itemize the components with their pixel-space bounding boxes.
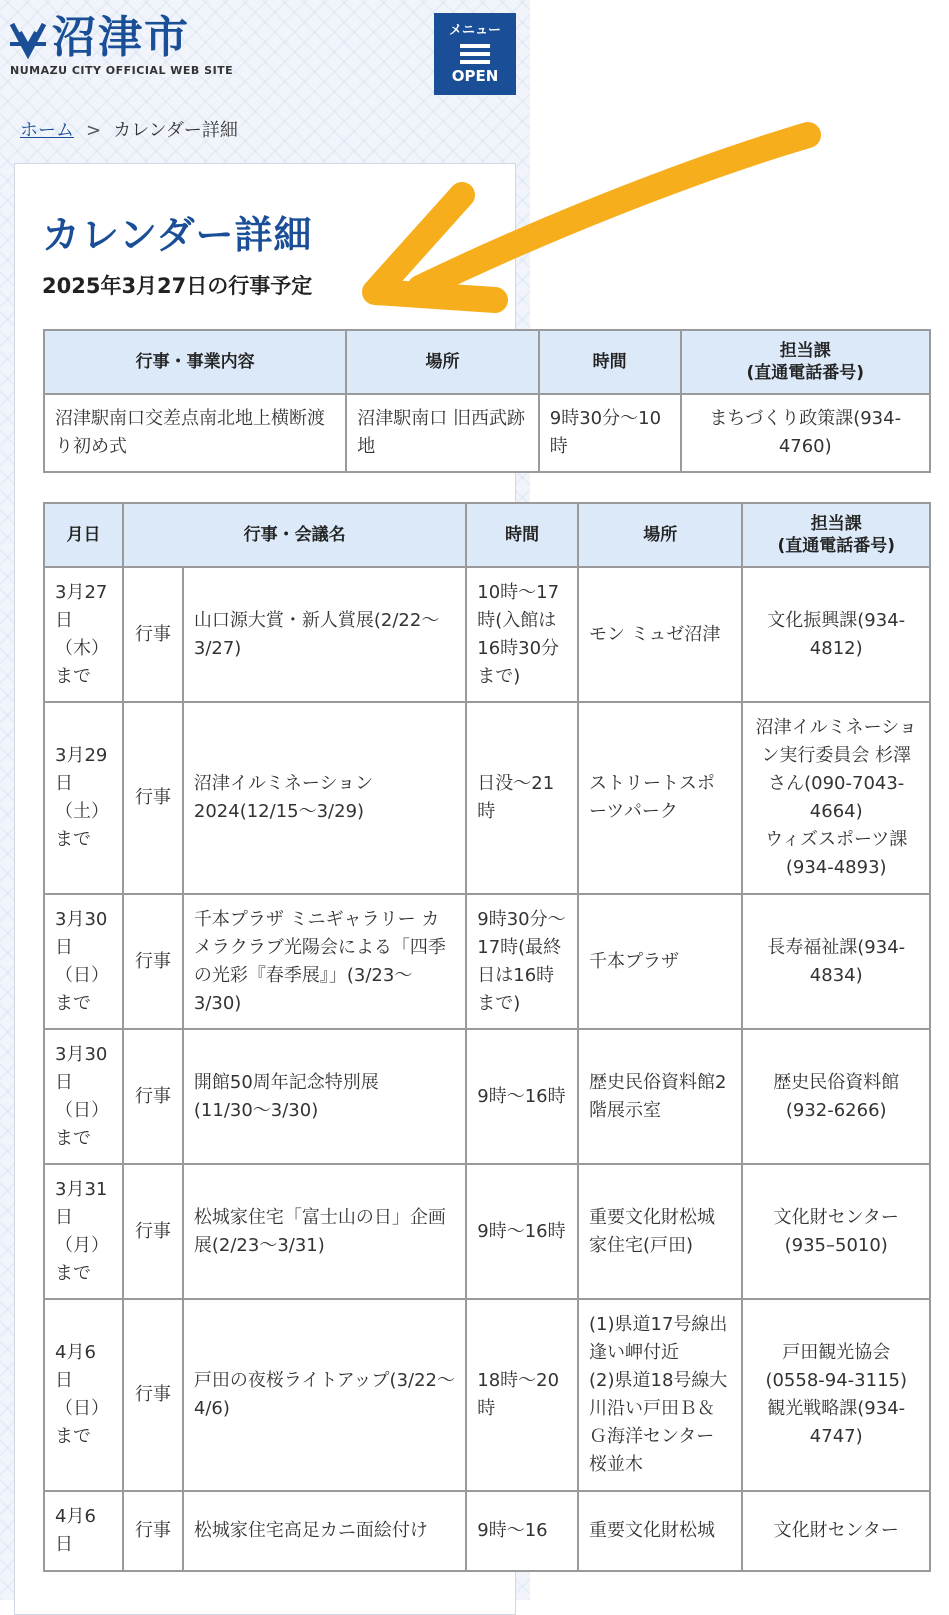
- date-cell: 3月29日 （土） まで: [44, 702, 123, 894]
- event-content-cell: 沼津駅南口交差点南北地上横断渡り初め式: [44, 394, 346, 472]
- type-cell: 行事: [123, 894, 183, 1029]
- event-name-cell: 松城家住宅高足カニ面絵付け: [183, 1491, 466, 1571]
- breadcrumb-home-link[interactable]: ホーム: [20, 120, 74, 141]
- department-cell: 文化財センター(935–5010): [742, 1164, 930, 1299]
- table-row: [44, 702, 930, 894]
- menu-open-label: OPEN: [451, 67, 499, 85]
- location-cell: モン ミュゼ沼津: [578, 567, 742, 702]
- department-cell: 文化振興課(934-4812): [742, 567, 930, 702]
- department-cell: 歴史民俗資料館(932-6266): [742, 1029, 930, 1164]
- location-cell: ストリートスポーツパーク: [578, 702, 742, 894]
- type-cell: 行事: [123, 567, 183, 702]
- time-cell: 日没〜21時: [466, 702, 578, 894]
- time-cell: 9時30分〜17時(最終日は16時まで): [466, 894, 578, 1029]
- column-header: 時間: [466, 503, 578, 567]
- menu-open-button[interactable]: [434, 13, 516, 95]
- location-cell: 重要文化財松城家住宅(戸田): [578, 1164, 742, 1299]
- location-cell: 千本プラザ: [578, 894, 742, 1029]
- table-header-row: [44, 330, 930, 394]
- column-header: 場所: [578, 503, 742, 567]
- column-header: 行事・会議名: [123, 503, 466, 567]
- department-cell: 文化財センター: [742, 1491, 930, 1571]
- location-cell: 歴史民俗資料館2階展示室: [578, 1029, 742, 1164]
- date-cell: 3月30日 （日） まで: [44, 894, 123, 1029]
- column-header: 行事・事業内容: [44, 330, 346, 394]
- column-header: 担当課 (直通電話番号): [681, 330, 931, 394]
- column-header: 担当課 (直通電話番号): [742, 503, 930, 567]
- breadcrumb-separator: >: [86, 120, 102, 141]
- table-row: [44, 1029, 930, 1164]
- column-header: 時間: [539, 330, 681, 394]
- site-logo-subtitle: NUMAZU CITY OFFICIAL WEB SITE: [10, 64, 234, 77]
- site-header: [0, 0, 530, 110]
- location-cell: 重要文化財松城: [578, 1491, 742, 1571]
- hamburger-icon: [460, 44, 490, 64]
- department-cell: 沼津イルミネーション実行委員会 杉澤さん(090-7043-4664) ウィズスポーツ課(934-4893): [742, 702, 930, 894]
- date-cell: 3月31日 （月） まで: [44, 1164, 123, 1299]
- event-name-cell: 千本プラザ ミニギャラリー カメラクラブ光陽会による「四季の光彩『春季展』」(3/23〜3/30): [183, 894, 466, 1029]
- department-cell: 長寿福祉課(934-4834): [742, 894, 930, 1029]
- date-cell: 4月6日 （日） まで: [44, 1299, 123, 1491]
- site-logo[interactable]: 沼津市: [52, 12, 190, 63]
- breadcrumb: [20, 116, 238, 142]
- table-header-row: [44, 503, 930, 567]
- time-cell: 10時〜17時(入館は16時30分まで): [466, 567, 578, 702]
- column-header: 場所: [346, 330, 539, 394]
- department-cell: 戸田観光協会(0558-94-3115) 観光戦略課(934-4747): [742, 1299, 930, 1491]
- date-cell: 3月30日 （日） まで: [44, 1029, 123, 1164]
- event-name-cell: 開館50周年記念特別展(11/30〜3/30): [183, 1029, 466, 1164]
- breadcrumb-current: カレンダー詳細: [113, 120, 238, 141]
- event-name-cell: 戸田の夜桜ライトアップ(3/22〜4/6): [183, 1299, 466, 1491]
- time-cell: 9時〜16: [466, 1491, 578, 1571]
- event-name-cell: 山口源大賞・新人賞展(2/22〜3/27): [183, 567, 466, 702]
- department-cell: まちづくり政策課(934-4760): [681, 394, 931, 472]
- event-name-cell: 沼津イルミネーション2024(12/15〜3/29): [183, 702, 466, 894]
- table-row: [44, 1299, 930, 1491]
- page-title: カレンダー詳細: [42, 213, 313, 257]
- page-subtitle: 2025年3月27日の行事予定: [42, 274, 313, 298]
- time-cell: 9時30分〜10時: [539, 394, 681, 472]
- column-header: 月日: [44, 503, 123, 567]
- event-name-cell: 松城家住宅「富士山の日」企画展(2/23〜3/31): [183, 1164, 466, 1299]
- time-cell: 9時〜16時: [466, 1029, 578, 1164]
- time-cell: 18時〜20時: [466, 1299, 578, 1491]
- type-cell: 行事: [123, 1491, 183, 1571]
- menu-label: メニュー: [448, 23, 501, 38]
- table-row: [44, 394, 930, 472]
- type-cell: 行事: [123, 1164, 183, 1299]
- type-cell: 行事: [123, 702, 183, 894]
- event-schedule-table: [43, 502, 931, 1572]
- location-cell: (1)県道17号線出逢い岬付近 (2)県道18号線大川沿い戸田Ｂ＆Ｇ海洋センター桜並木: [578, 1299, 742, 1491]
- table-row: [44, 567, 930, 702]
- location-cell: 沼津駅南口 旧西武跡地: [346, 394, 539, 472]
- table-row: [44, 894, 930, 1029]
- event-summary-table: [43, 329, 931, 473]
- type-cell: 行事: [123, 1029, 183, 1164]
- date-cell: 4月6日: [44, 1491, 123, 1571]
- city-emblem-icon: [8, 18, 48, 60]
- table-row: [44, 1491, 930, 1571]
- time-cell: 9時〜16時: [466, 1164, 578, 1299]
- date-cell: 3月27日 （木） まで: [44, 567, 123, 702]
- type-cell: 行事: [123, 1299, 183, 1491]
- table-row: [44, 1164, 930, 1299]
